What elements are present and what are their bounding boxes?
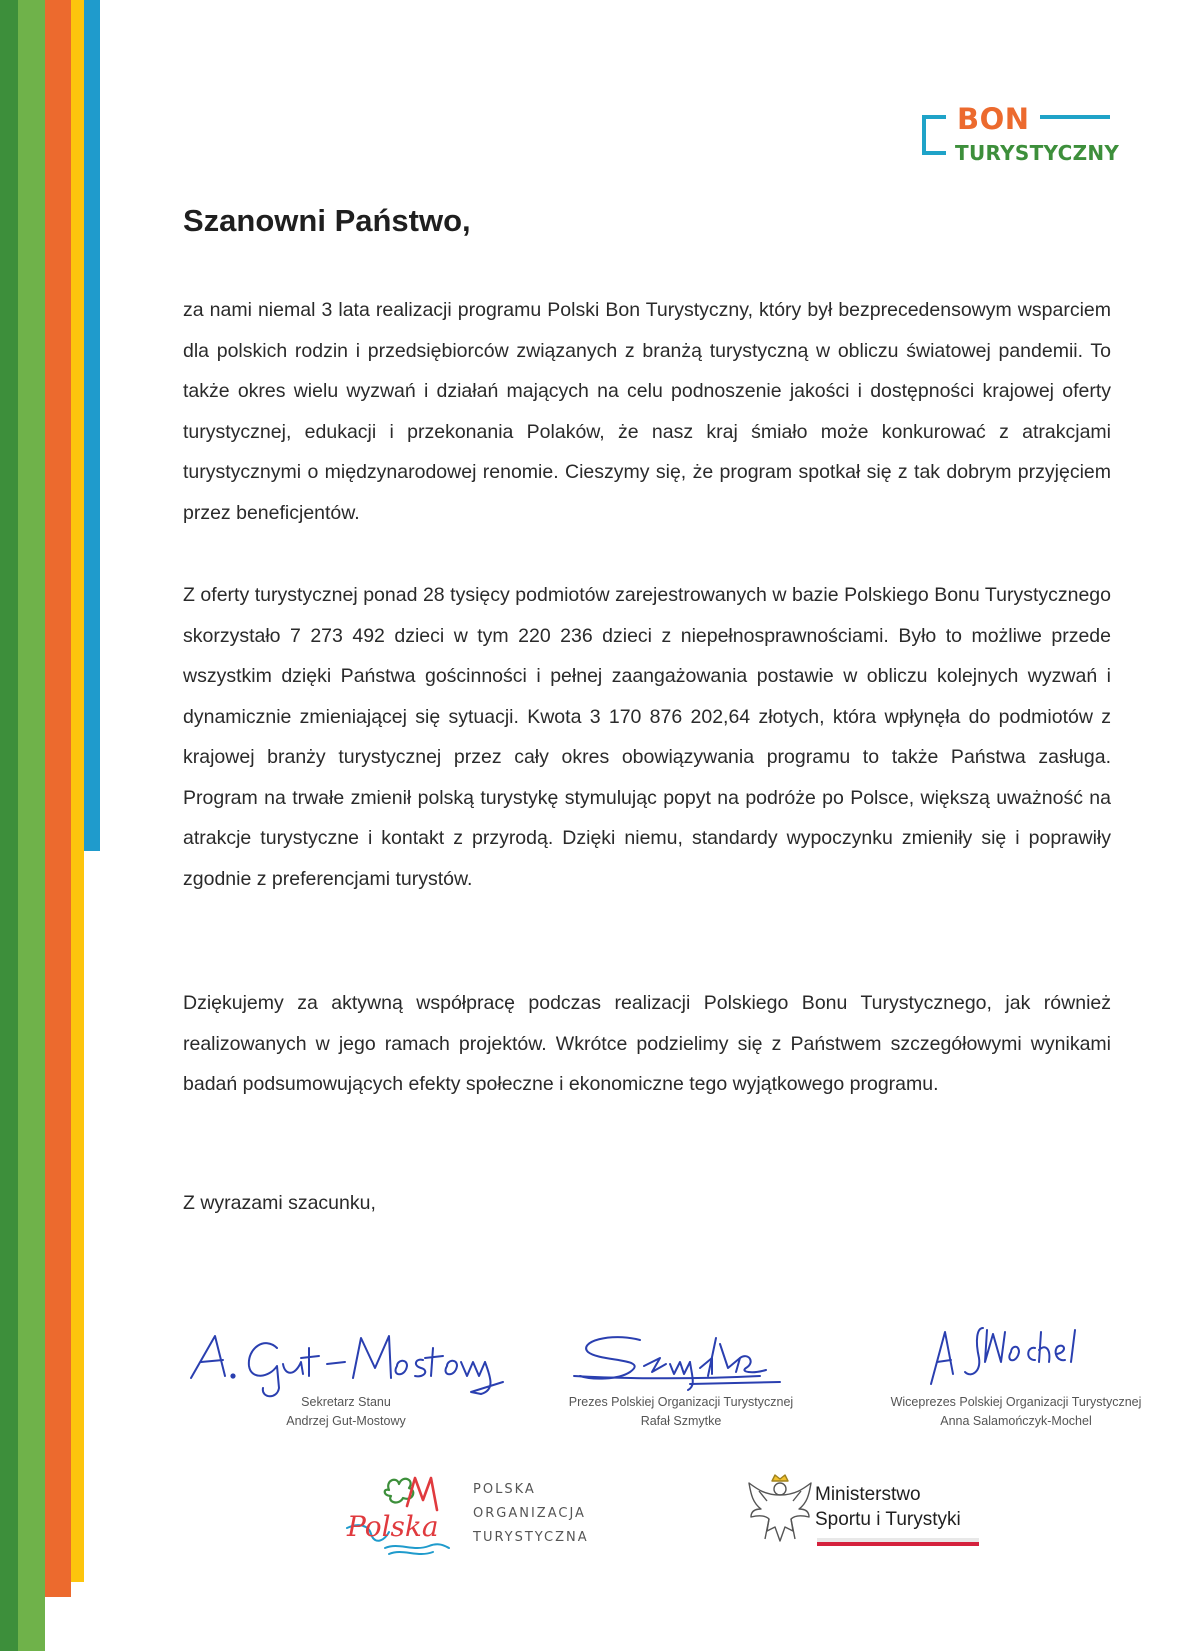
pot-line-1: POLSKA (473, 1482, 536, 1497)
letter-greeting: Szanowni Państwo, (183, 203, 471, 238)
signature-gut-mostowy (185, 1318, 505, 1398)
signature-2-title: Prezes Polskiej Organizacji Turystycznej (568, 1395, 794, 1409)
pot-line-2: ORGANIZACJA (473, 1506, 586, 1521)
signature-3-title: Wiceprezes Polskiej Organizacji Turystycznej (890, 1395, 1142, 1409)
signature-1-name: Andrzej Gut-Mostowy (286, 1414, 406, 1428)
signature-2-name: Rafał Szmytke (640, 1414, 722, 1428)
signature-1-caption (186, 1393, 506, 1431)
signature-3-name: Anna Salamończyk-Mochel (940, 1414, 1092, 1428)
pot-line-3: TURYSTYCZNA (473, 1530, 589, 1545)
bon-logo-word: BON (957, 102, 1030, 136)
stripe-green-light (18, 0, 45, 1651)
ministry-line-1: Ministerstwo (815, 1484, 921, 1505)
letter-paragraph-2: Z oferty turystycznej ponad 28 tysięcy podmiotów zarejestrowanych w bazie Polskiego Bonu Turystycznego skorzystało 7 273 492 dzieci w tym 220 236 dzieci z niepełnosprawnościami. Było to możliwe przede wszystkim dzięki Państwa gościnności i pełnej zaangażowania postawie w obliczu kolejnych wyzwań i dynamicznie zmieniającej się sytuacji. Kwota 3 170 876 202,64 złotych, która wpłynęła do podmiotów z krajowej branży turystycznej przez cały okres obowiązywania programu to także Państwa zasługa. Program na trwałe zmienił polską turystykę stymulując popyt na podróże po Polsce, większą uważność na atrakcje turystyczne i kontakt z przyrodą. Dzięki niemu, standardy wypoczynku zmieniły się i poprawiły zgodnie z preferencjami turystów. (183, 584, 1111, 890)
bon-logo-bracket (922, 115, 946, 155)
ministry-text (815, 1482, 961, 1532)
signature-mochel (925, 1318, 1095, 1398)
ministry-line-2: Sportu i Turystyki (815, 1509, 961, 1530)
stripe-green-dark (0, 0, 18, 1651)
signature-szmytke (570, 1318, 790, 1398)
letter-paragraph-3: Dziękujemy za aktywną współpracę podczas realizacji Polskiego Bonu Turystycznego, jak również realizowanych w jego ramach projektów. Wkrótce podzielimy się z Państwem szczegółowymi wynikami badań podsumowujących efekty społeczne i ekonomiczne tego wyjątkowego programu. (183, 992, 1111, 1095)
pot-text (473, 1478, 589, 1550)
letter-paragraph-1: za nami niemal 3 lata realizacji programu Polski Bon Turystyczny, który był bezprecedensowym wsparciem dla polskich rodzin i przedsiębiorców związanych z branżą turystyczną w obliczu światowej pandemii. To także okres wielu wyzwań i działań mających na celu podnoszenie jakości i dostępności krajowej oferty turystycznej, edukacji i przekonania Polaków, że nasz kraj śmiało może konkurować z atrakcjami turystycznymi o międzynarodowej renomie. Cieszymy się, że program spotkał się z tak dobrym przyjęciem przez beneficjentów. (183, 299, 1111, 524)
ministry-flag-red (817, 1542, 979, 1546)
polska-brand-mark (345, 1466, 470, 1556)
signature-3-caption (856, 1393, 1176, 1431)
stripe-orange (45, 0, 71, 1597)
eagle-emblem-icon (745, 1473, 815, 1548)
stripe-yellow (71, 0, 84, 1582)
bon-logo-line (1040, 115, 1110, 119)
letter-closing: Z wyrazami szacunku, (183, 1192, 376, 1214)
stripe-blue (84, 0, 100, 851)
signature-1-title: Sekretarz Stanu (301, 1395, 391, 1409)
bon-logo-subtitle: TURYSTYCZNY (955, 141, 1120, 165)
polska-brand-word: Polska (347, 1510, 439, 1543)
signature-2-caption (521, 1393, 841, 1431)
